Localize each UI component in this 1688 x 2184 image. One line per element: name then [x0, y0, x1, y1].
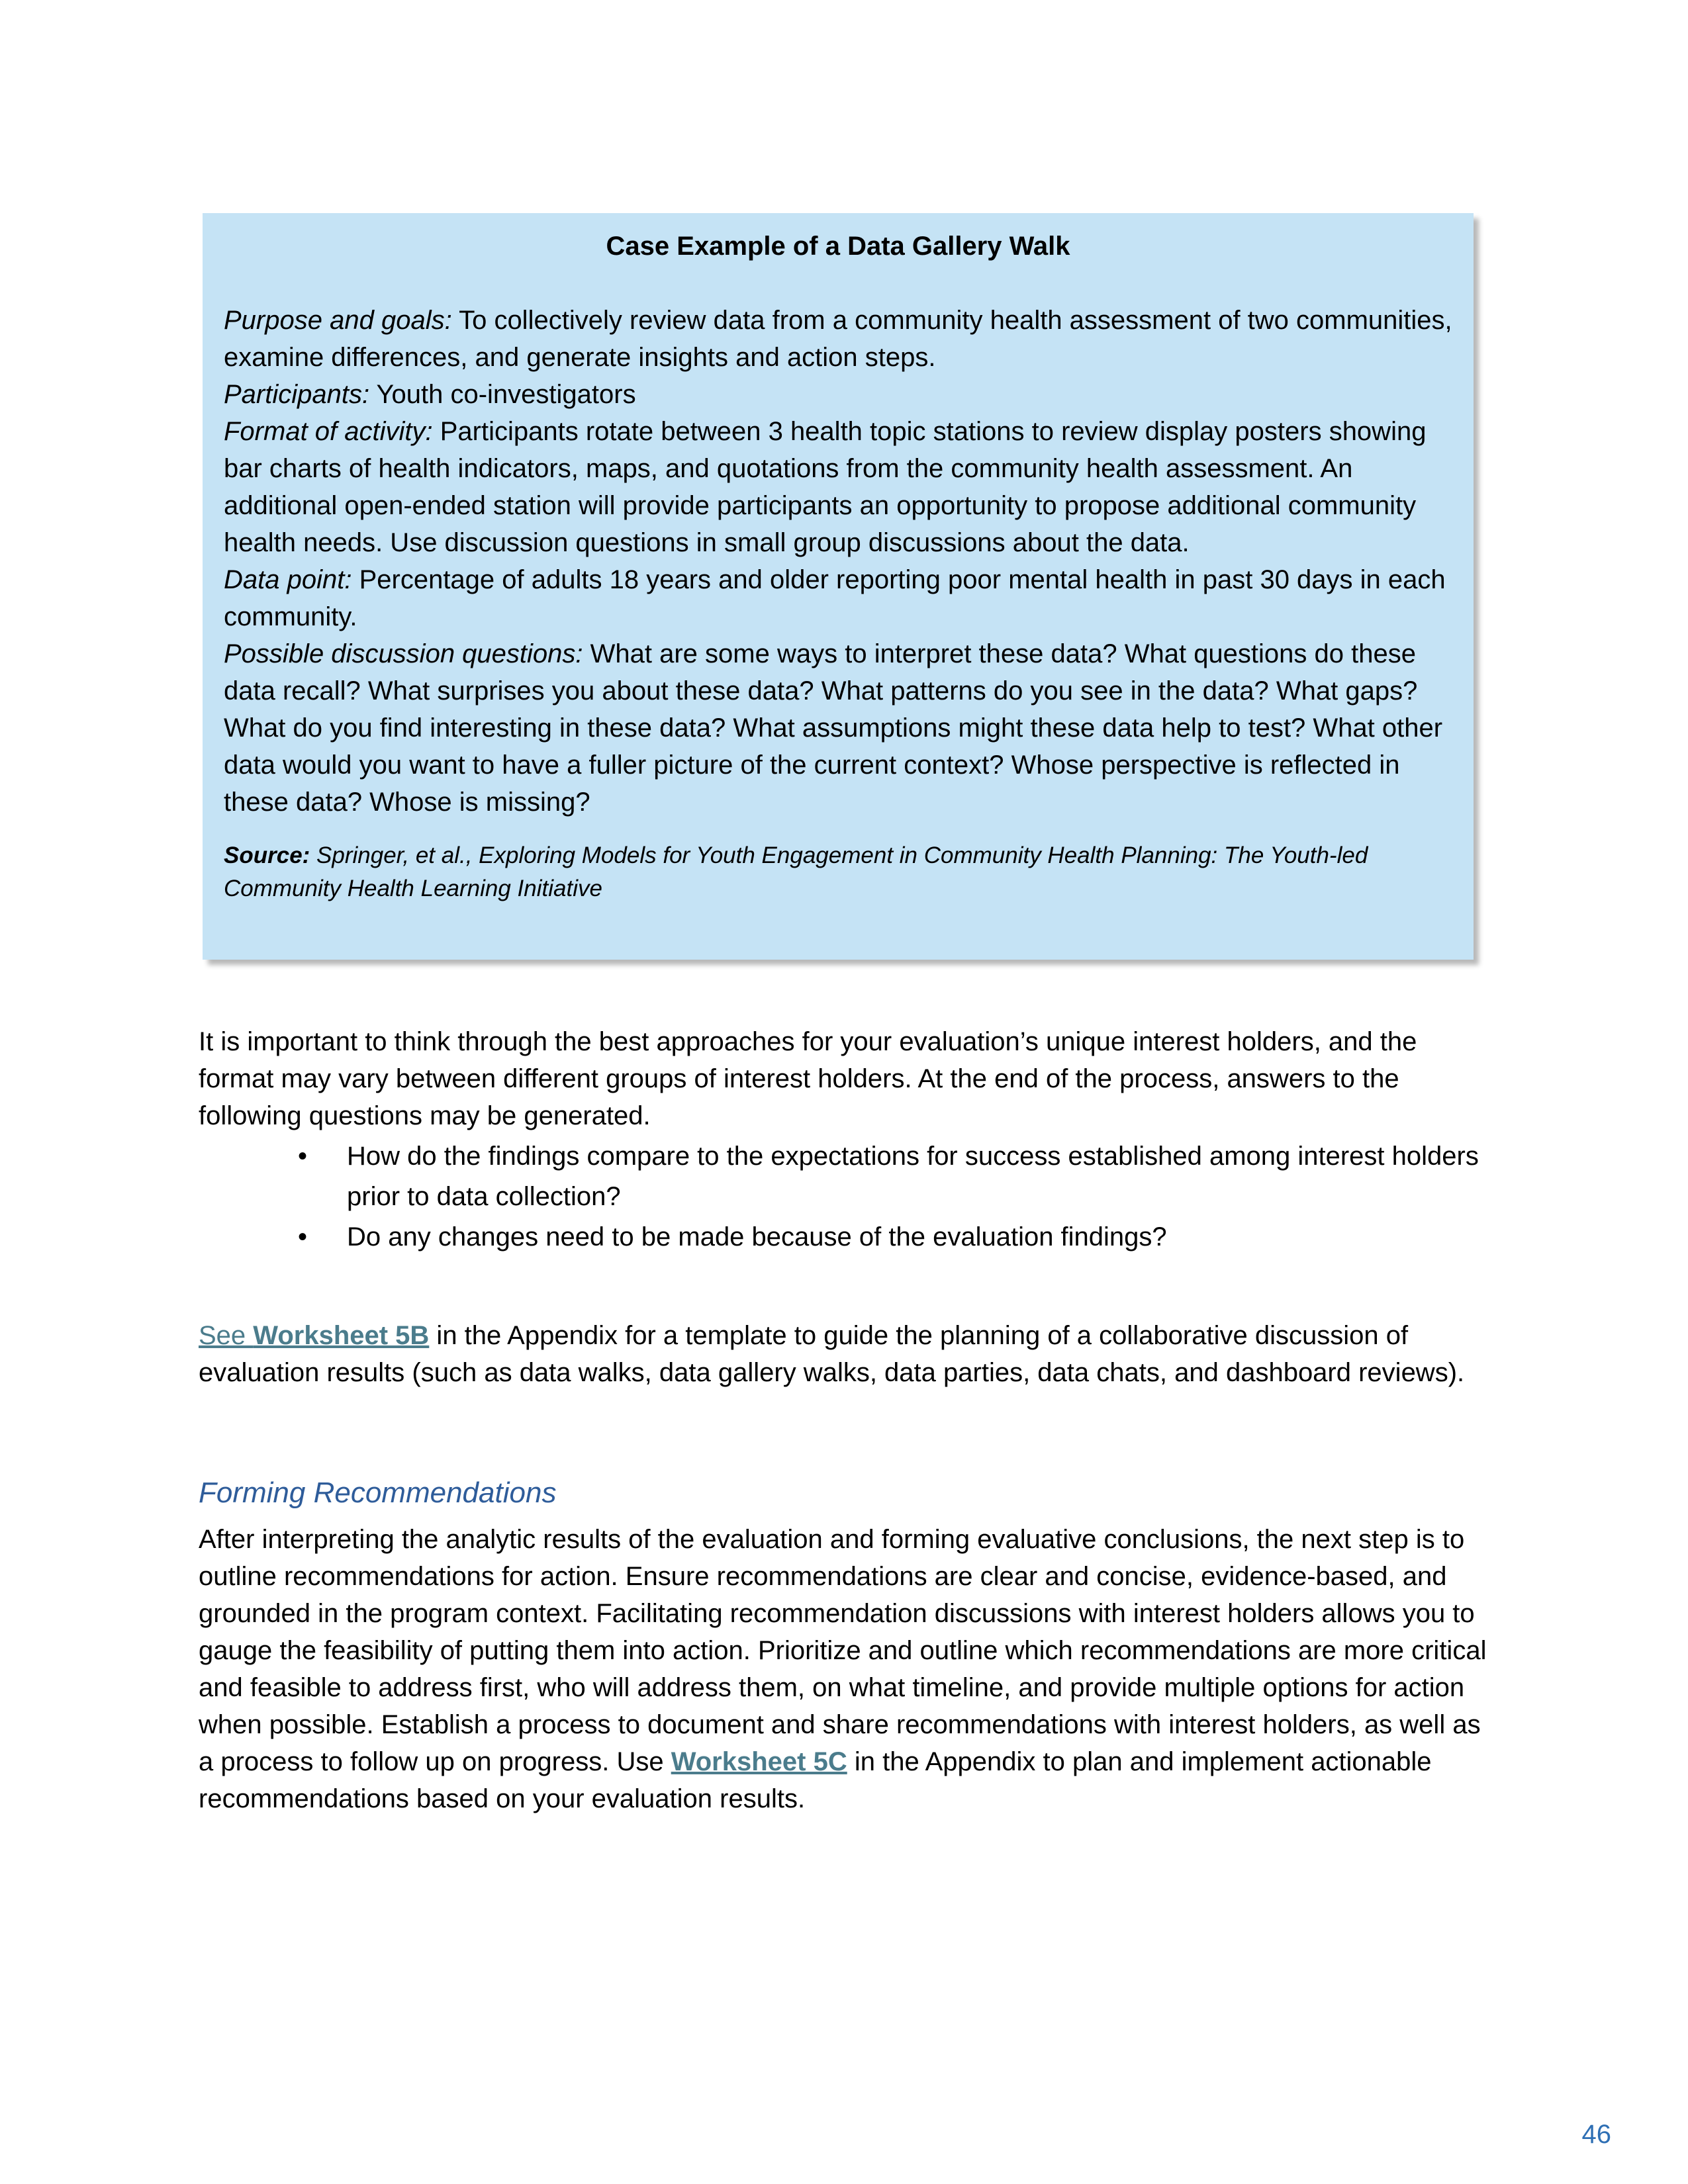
- worksheet-5b-link-label: Worksheet 5B: [253, 1321, 430, 1350]
- participants-label: Participants:: [224, 380, 370, 409]
- list-item: [199, 1217, 1489, 1257]
- questions-line: [224, 635, 1452, 821]
- format-label: Format of activity:: [224, 417, 433, 446]
- datapoint-text: Percentage of adults 18 years and older reporting poor mental health in past 30 days in each community.: [224, 565, 1446, 631]
- worksheet-5b-paragraph: [199, 1317, 1489, 1391]
- format-text: Participants rotate between 3 health topic stations to review display posters showing bar charts of health indicators, maps, and quotations from the community health assessment. An additional open-ended station will provide participants an opportunity to propose additional community health needs. Use discussion questions in small group discussions about the data.: [224, 417, 1427, 557]
- worksheet-5b-text: in the Appendix for a template to guide the planning of a collaborative discussion of evaluation results (such as data walks, data gallery walks, data parties, data chats, and dashboard reviews).: [199, 1321, 1465, 1387]
- questions-label: Possible discussion questions:: [224, 639, 583, 668]
- purpose-text: To collectively review data from a community health assessment of two communities, examine differences, and generate insights and action steps.: [224, 306, 1452, 372]
- participants-text: Youth co-investigators: [369, 380, 636, 409]
- worksheet-5c-link[interactable]: [671, 1747, 847, 1776]
- worksheet-5b-link[interactable]: [199, 1321, 429, 1350]
- section-heading: Forming Recommendations: [199, 1477, 557, 1509]
- purpose-line: [224, 302, 1452, 376]
- case-example-title: Case Example of a Data Gallery Walk: [606, 232, 1070, 261]
- datapoint-line: [224, 561, 1452, 635]
- recommendations-paragraph: [199, 1521, 1489, 1817]
- case-example-source: [224, 839, 1452, 905]
- case-example-box: [203, 213, 1474, 960]
- source-text: Springer, et al., Exploring Models for Youth Engagement in Community Health Planning: The Youth-led Community Health Learning Initiative: [224, 842, 1368, 901]
- bullet-text: Do any changes need to be made because of the evaluation findings?: [347, 1222, 1167, 1251]
- intro-paragraph: It is important to think through the best approaches for your evaluation’s unique interest holders, and the format may vary between different groups of interest holders. At the end of the process, answers to the following questions may be generated.: [199, 1027, 1417, 1130]
- bullet-icon: •: [298, 1222, 308, 1251]
- worksheet-5b-link-prefix: See: [199, 1321, 254, 1350]
- worksheet-5c-link-label: Worksheet 5C: [671, 1747, 847, 1776]
- page-number: 46: [1581, 2120, 1611, 2149]
- bullet-text: How do the findings compare to the expectations for success established among interest holders prior to data collection?: [347, 1142, 1479, 1211]
- purpose-label: Purpose and goals:: [224, 306, 452, 335]
- recommendations-text-before: After interpreting the analytic results of the evaluation and forming evaluative conclusions, the next step is to outline recommendations for action. Ensure recommendations are clear and concise, evidence-based, and grounded in the program context. Facilitating recommendation discussions with interest holders allows you to gauge the feasibility of putting them into action. Prioritize and outline which recommendations are more critical and feasible to address first, who will address them, on what timeline, and provide multiple options for action when possible. Establish a process to document and share recommendations with interest holders, as well as a process to follow up on progress. Use: [199, 1525, 1487, 1776]
- recommendations-text-after: in the Appendix to plan and implement actionable recommendations based on your evaluation results.: [199, 1747, 1432, 1813]
- participants-line: [224, 376, 1452, 413]
- questions-text: What are some ways to interpret these data? What questions do these data recall? What surprises you about these data? What patterns do you see in the data? What gaps? What do you find interesting in these data? What assumptions might these data help to test? What other data would you want to have a fuller picture of the current context? Whose perspective is reflected in these data? Whose is missing?: [224, 639, 1443, 817]
- bullet-icon: •: [298, 1142, 308, 1171]
- questions-bullet-list: [199, 1136, 1489, 1257]
- datapoint-label: Data point:: [224, 565, 352, 594]
- format-line: [224, 413, 1452, 561]
- list-item: [199, 1136, 1489, 1217]
- source-label: Source:: [224, 842, 310, 868]
- case-example-body: [224, 302, 1452, 821]
